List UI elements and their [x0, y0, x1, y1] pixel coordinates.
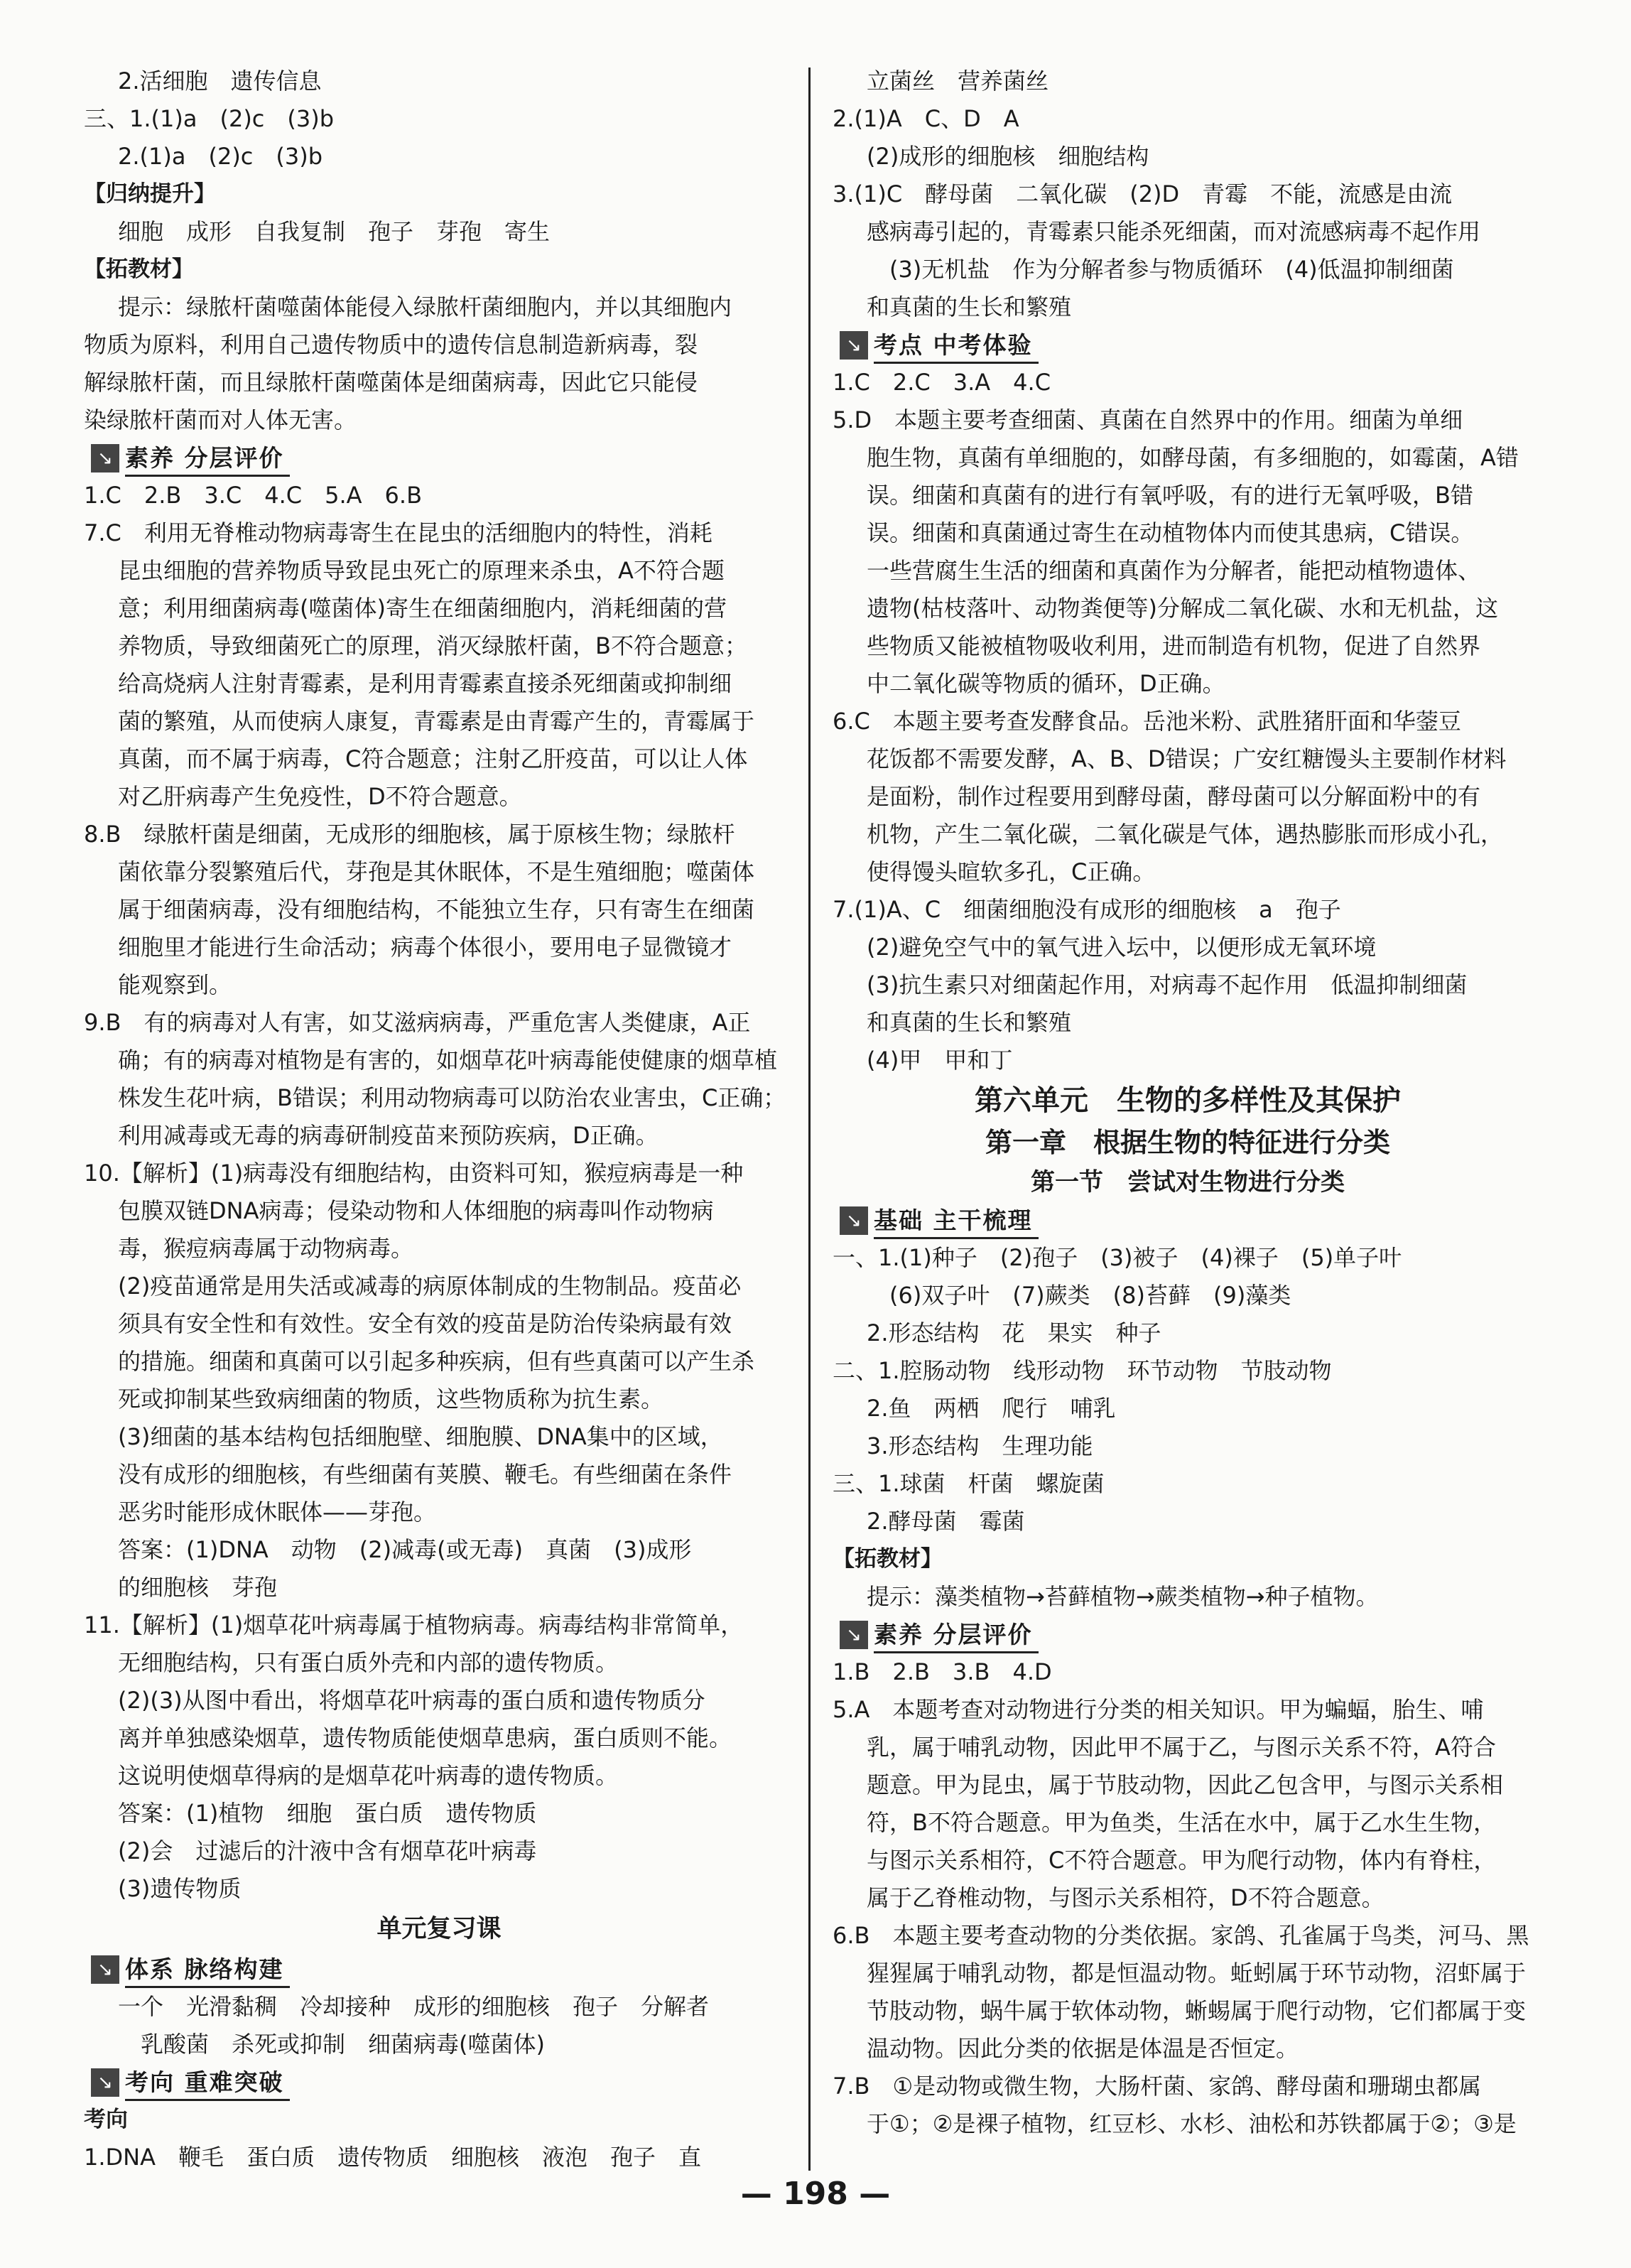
- text-line: 2.鱼 两栖 爬行 哺乳: [867, 1395, 1116, 1422]
- text-line: 1.B 2.B 3.B 4.D: [833, 1658, 1052, 1685]
- bracket-heading: 考向: [84, 2107, 128, 2132]
- text-line: 节肢动物，蜗牛属于软体动物，蜥蜴属于爬行动物，它们都属于变: [867, 1997, 1527, 2024]
- text-line: 题意。甲为昆虫，属于节肢动物，因此乙包含甲，与图示关系相: [867, 1771, 1504, 1798]
- text-line: 1.C 2.B 3.C 4.C 5.A 6.B: [84, 482, 423, 509]
- text-line: 和真菌的生长和繁殖: [867, 293, 1072, 320]
- text-line: 提示：绿脓杆菌噬菌体能侵入绿脓杆菌细胞内，并以其细胞内: [118, 293, 732, 320]
- text-line: 这说明使烟草得病的是烟草花叶病毒的遗传物质。: [118, 1762, 619, 1789]
- text-line: (2)疫苗通常是用失活或减毒的病原体制成的生物制品。疫苗必: [118, 1273, 742, 1300]
- section-arrow-icon: ↘: [840, 1206, 868, 1235]
- text-line: 2.活细胞 遗传信息: [118, 68, 322, 94]
- section-header: [84, 439, 794, 477]
- text-line: 7.B ①是动物或微生物，大肠杆菌、家鸽、酵母菌和珊瑚虫都属: [833, 2073, 1482, 2100]
- text-line: 温动物。因此分类的依据是体温是否恒定。: [867, 2035, 1299, 2062]
- section-title: 基础 主干梳理: [874, 1202, 1039, 1239]
- section-title: 体系 脉络构建: [125, 1951, 290, 1988]
- text-line: 7.(1)A、C 细菌细胞没有成形的细胞核 a 孢子: [833, 896, 1341, 923]
- text-line: 没有成形的细胞核，有些细菌有荚膜、鞭毛。有些细菌在条件: [118, 1461, 732, 1488]
- text-line: 和真菌的生长和繁殖: [867, 1009, 1072, 1036]
- text-line: 10.【解析】(1)病毒没有细胞结构，由资料可知，猴痘病毒是一种: [84, 1160, 744, 1187]
- text-line: (3)遗传物质: [118, 1875, 242, 1902]
- text-line: 感病毒引起的，青霉素只能杀死细菌，而对流感病毒不起作用: [867, 218, 1481, 245]
- text-line: 11.【解析】(1)烟草花叶病毒属于植物病毒。病毒结构非常简单，: [84, 1611, 744, 1638]
- column-divider: [808, 68, 811, 2171]
- text-line: 三、1.(1)a (2)c (3)b: [84, 105, 335, 132]
- section-arrow-icon: ↘: [840, 331, 868, 360]
- text-line: 须具有安全性和有效性。安全有效的疫苗是防治传染病最有效: [118, 1310, 732, 1337]
- text-line: 意；利用细菌病毒(噬菌体)寄生在细菌细胞内，消耗细菌的营: [118, 595, 727, 622]
- text-line: 二、1.腔肠动物 线形动物 环节动物 节肢动物: [833, 1357, 1332, 1384]
- unit-title: 第六单元 生物的多样性及其保护: [975, 1084, 1401, 1117]
- text-line: (3)细菌的基本结构包括细胞壁、细胞膜、DNA集中的区域，: [118, 1423, 723, 1450]
- section-subtitle: 第一节 尝试对生物进行分类: [1031, 1168, 1345, 1197]
- text-line: 一个 光滑黏稠 冷却接种 成形的细胞核 孢子 分解者: [118, 1993, 710, 2020]
- text-line: 染绿脓杆菌而对人体无害。: [84, 406, 357, 433]
- text-line: 使得馒头暄软多孔，C正确。: [867, 858, 1156, 885]
- text-line: 答案：(1)植物 细胞 蛋白质 遗传物质: [118, 1800, 537, 1827]
- text-line: 菌依靠分裂繁殖后代，芽孢是其休眠体，不是生殖细胞；噬菌体: [118, 858, 755, 885]
- text-line: (3)抗生素只对细菌起作用，对病毒不起作用 低温抑制细菌: [867, 971, 1468, 998]
- section-header: [833, 326, 1543, 364]
- section-header: [833, 1202, 1543, 1239]
- text-line: 于①；②是裸子植物，红豆杉、水杉、油松和苏铁都属于②；③是: [867, 2110, 1517, 2137]
- text-line: 3.(1)C 酵母菌 二氧化碳 (2)D 青霉 不能，流感是由流: [833, 180, 1453, 207]
- text-line: 解绿脓杆菌，而且绿脓杆菌噬菌体是细菌病毒，因此它只能侵: [84, 369, 698, 396]
- text-line: 确；有的病毒对植物是有害的，如烟草花叶病毒能使健康的烟草植: [118, 1047, 778, 1074]
- text-line: 死或抑制某些致病细菌的物质，这些物质称为抗生素。: [118, 1386, 664, 1413]
- section-header: [833, 1616, 1543, 1653]
- text-line: 离并单独感染烟草，遗传物质能使烟草患病，蛋白质则不能。: [118, 1724, 732, 1751]
- text-line: 无细胞结构，只有蛋白质外壳和内部的遗传物质。: [118, 1649, 619, 1676]
- section-arrow-icon: ↘: [840, 1621, 868, 1649]
- text-line: 些物质又能被植物吸收利用，进而制造有机物，促进了自然界: [867, 632, 1481, 659]
- text-line: 昆虫细胞的营养物质导致昆虫死亡的原理来杀虫，A不符合题: [118, 557, 725, 584]
- section-header: [84, 1950, 794, 1988]
- text-line: 养物质，导致细菌死亡的原理，消灭绿脓杆菌，B不符合题意；: [118, 632, 747, 659]
- text-line: 能观察到。: [118, 971, 232, 998]
- text-line: 8.B 绿脓杆菌是细菌，无成形的细胞核，属于原核生物；绿脓杆: [84, 821, 735, 848]
- text-line: 2.酵母菌 霉菌: [867, 1508, 1025, 1535]
- right-column: [833, 63, 1543, 2143]
- text-line: 花饭都不需要发酵，A、B、D错误；广安红糖馒头主要制作材料: [867, 745, 1507, 772]
- text-line: 利用减毒或无毒的病毒研制疫苗来预防疾病，D正确。: [118, 1122, 659, 1149]
- text-line: 提示：藻类植物→苔藓植物→蕨类植物→种子植物。: [867, 1583, 1379, 1610]
- text-line: 株发生花叶病，B错误；利用动物病毒可以防治农业害虫，C正确；: [118, 1084, 786, 1111]
- text-line: 的措施。细菌和真菌可以引起多种疾病，但有些真菌可以产生杀: [118, 1348, 755, 1375]
- text-line: 立菌丝 营养菌丝: [867, 68, 1049, 94]
- text-line: 真菌，而不属于病毒，C符合题意；注射乙肝疫苗，可以让人体: [118, 745, 748, 772]
- text-line: 遗物(枯枝落叶、动物粪便等)分解成二氧化碳、水和无机盐，这: [867, 595, 1498, 622]
- text-line: 细胞里才能进行生命活动；病毒个体很小，要用电子显微镜才: [118, 934, 732, 961]
- text-line: 5.A 本题考查对动物进行分类的相关知识。甲为蝙蝠，胎生、哺: [833, 1696, 1484, 1723]
- text-line: 三、1.球菌 杆菌 螺旋菌: [833, 1470, 1105, 1497]
- text-line: 对乙肝病毒产生免疫性，D不符合题意。: [118, 783, 522, 810]
- section-title: 考点 中考体验: [874, 327, 1039, 364]
- text-line: 1.DNA 鞭毛 蛋白质 遗传物质 细胞核 液泡 孢子 直: [84, 2144, 702, 2171]
- section-arrow-icon: ↘: [91, 1955, 119, 1984]
- text-line: (2)成形的细胞核 细胞结构: [867, 143, 1149, 170]
- text-line: 2.(1)a (2)c (3)b: [118, 143, 323, 170]
- text-line: 胞生物，真菌有单细胞的，如酵母菌，有多细胞的，如霉菌，A错: [867, 444, 1519, 471]
- text-line: 猩猩属于哺乳动物，都是恒温动物。蚯蚓属于环节动物，沼虾属于: [867, 1960, 1527, 1987]
- text-line: 7.C 利用无脊椎动物病毒寄生在昆虫的活细胞内的特性，消耗: [84, 519, 712, 546]
- text-line: 误。细菌和真菌有的进行有氧呼吸，有的进行无氧呼吸，B错: [867, 482, 1473, 509]
- section-arrow-icon: ↘: [91, 444, 119, 472]
- left-column: [84, 63, 794, 2176]
- text-line: 6.C 本题主要考查发酵食品。岳池米粉、武胜猪肝面和华蓥豆: [833, 708, 1461, 735]
- text-line: 与图示关系相符，C不符合题意。甲为爬行动物，体内有脊柱，: [867, 1847, 1497, 1874]
- text-line: 是面粉，制作过程要用到酵母菌，酵母菌可以分解面粉中的有: [867, 783, 1481, 810]
- section-title: 素养 分层评价: [125, 440, 290, 477]
- text-line: 细胞 成形 自我复制 孢子 芽孢 寄生: [118, 218, 551, 245]
- text-line: 1.C 2.C 3.A 4.C: [833, 369, 1051, 396]
- section-title: 考向 重难突破: [125, 2064, 290, 2101]
- text-line: (4)甲 甲和丁: [867, 1047, 1013, 1074]
- text-line: (6)双子叶 (7)蕨类 (8)苔藓 (9)藻类: [889, 1282, 1291, 1309]
- text-line: 恶劣时能形成休眠体——芽孢。: [118, 1498, 437, 1526]
- text-line: 符，B不符合题意。甲为鱼类，生活在水中，属于乙水生生物，: [867, 1809, 1496, 1836]
- text-line: 9.B 有的病毒对人有害，如艾滋病病毒，严重危害人类健康，A正: [84, 1009, 751, 1036]
- text-line: 属于细菌病毒，没有细胞结构，不能独立生存，只有寄生在细菌: [118, 896, 755, 923]
- bracket-heading: 【归纳提升】: [84, 181, 216, 207]
- bracket-heading: 【拓教材】: [833, 1546, 943, 1572]
- text-line: 属于乙脊椎动物，与图示关系相符，D不符合题意。: [867, 1884, 1385, 1911]
- text-line: 物质为原料，利用自己遗传物质中的遗传信息制造新病毒，裂: [84, 331, 698, 358]
- text-line: 6.B 本题主要考查动物的分类依据。家鸽、孔雀属于鸟类，河马、黑: [833, 1922, 1529, 1949]
- text-line: 2.(1)A C、D A: [833, 105, 1019, 132]
- section-arrow-icon: ↘: [91, 2068, 119, 2097]
- text-line: 乳，属于哺乳动物，因此甲不属于乙，与图示关系不符，A符合: [867, 1734, 1496, 1761]
- text-line: 中二氧化碳等物质的循环，D正确。: [867, 670, 1225, 697]
- page-number: — 198 —: [740, 2176, 891, 2212]
- text-line: 乳酸菌 杀死或抑制 细菌病毒(噬菌体): [141, 2031, 545, 2058]
- text-line: 一些营腐生生活的细菌和真菌作为分解者，能把动植物遗体、: [867, 557, 1481, 584]
- text-line: 机物，产生二氧化碳，二氧化碳是气体，遇热膨胀而形成小孔，: [867, 821, 1504, 848]
- chapter-title: 第一章 根据生物的特征进行分类: [985, 1127, 1390, 1158]
- section-title: 素养 分层评价: [874, 1616, 1039, 1653]
- text-line: (3)无机盐 作为分解者参与物质循环 (4)低温抑制细菌: [889, 256, 1454, 283]
- text-line: 菌的繁殖，从而使病人康复，青霉素是由青霉产生的，青霉属于: [118, 708, 755, 735]
- section-header: [84, 2063, 794, 2101]
- text-line: (2)(3)从图中看出，将烟草花叶病毒的蛋白质和遗传物质分: [118, 1687, 705, 1714]
- text-line: 2.形态结构 花 果实 种子: [867, 1319, 1161, 1346]
- text-line: 3.形态结构 生理功能: [867, 1432, 1093, 1459]
- text-line: (2)避免空气中的氧气进入坛中，以便形成无氧环境: [867, 934, 1377, 961]
- text-line: 给高烧病人注射青霉素，是利用青霉素直接杀死细菌或抑制细: [118, 670, 732, 697]
- text-line: 5.D 本题主要考查细菌、真菌在自然界中的作用。细菌为单细: [833, 406, 1463, 433]
- text-line: 误。细菌和真菌通过寄生在动植物体内而使其患病，C错误。: [867, 519, 1474, 546]
- text-line: 包膜双链DNA病毒；侵染动物和人体细胞的病毒叫作动物病: [118, 1197, 714, 1224]
- text-line: (2)会 过滤后的汁液中含有烟草花叶病毒: [118, 1837, 537, 1864]
- text-line: 的细胞核 芽孢: [118, 1574, 278, 1601]
- review-title: 单元复习课: [376, 1915, 502, 1943]
- text-line: 毒，猴痘病毒属于动物病毒。: [118, 1235, 414, 1262]
- text-line: 答案：(1)DNA 动物 (2)减毒(或无毒) 真菌 (3)成形: [118, 1536, 692, 1563]
- bracket-heading: 【拓教材】: [84, 256, 194, 282]
- text-line: 一、1.(1)种子 (2)孢子 (3)被子 (4)裸子 (5)单子叶: [833, 1244, 1402, 1271]
